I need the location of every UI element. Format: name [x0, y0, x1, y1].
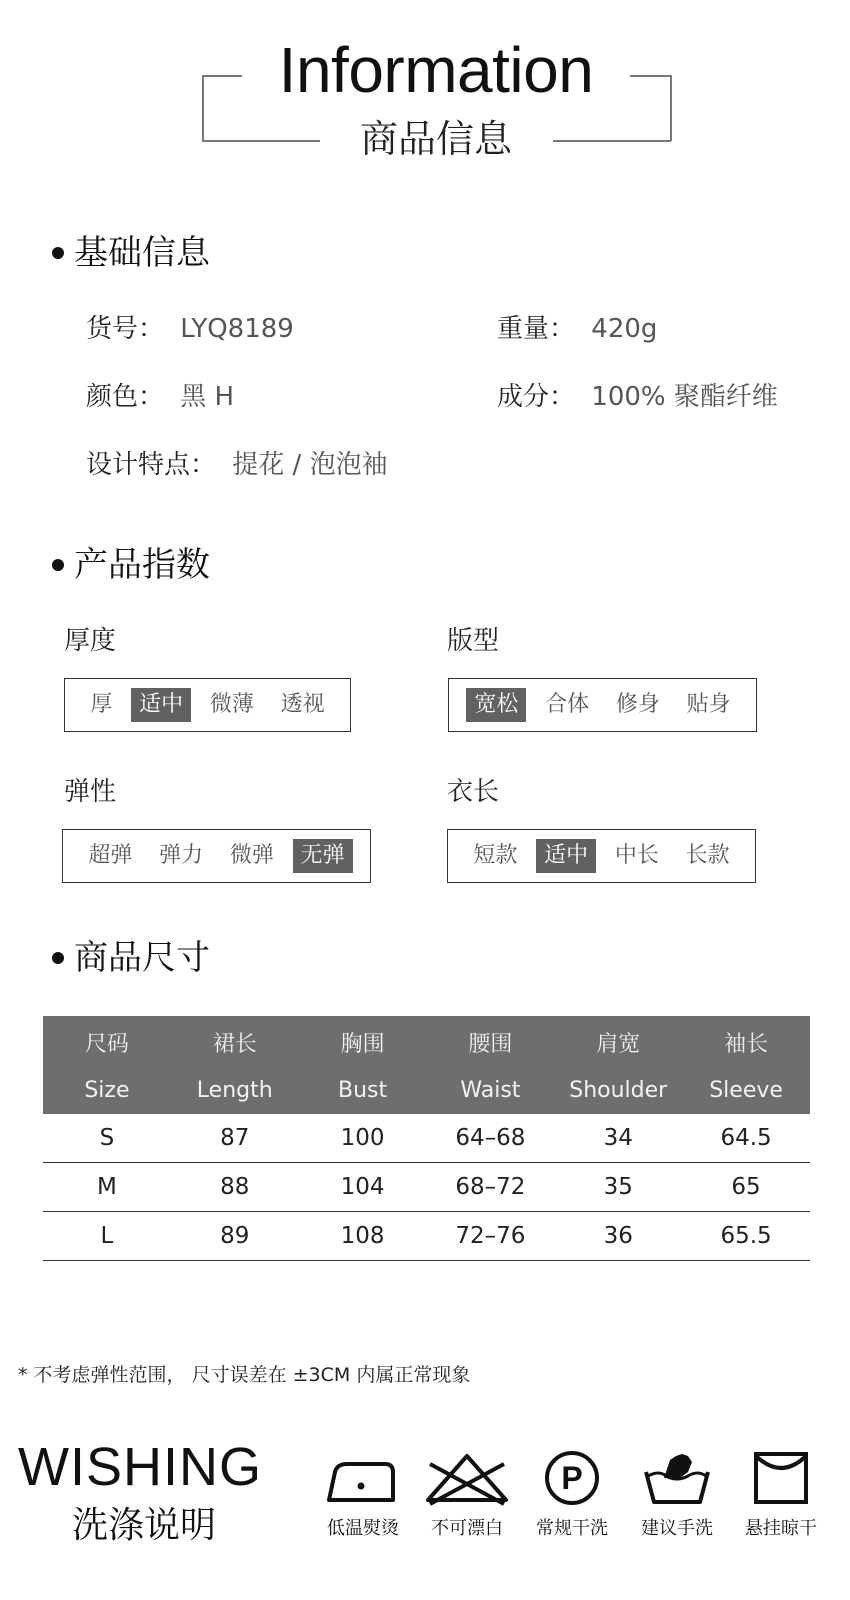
index-label-length: 衣长 — [447, 777, 500, 807]
index-label-fit: 版型 — [447, 626, 500, 656]
index-label-thickness: 厚度 — [64, 626, 117, 656]
column-header-en: Sleeve — [709, 1078, 783, 1103]
wash-item-bleach — [412, 1450, 522, 1540]
table-cell: L — [43, 1212, 171, 1261]
table-header-row — [43, 1016, 810, 1114]
option-fit[interactable]: 修身 — [615, 691, 660, 717]
column-header-cn: 腰围 — [468, 1032, 513, 1057]
index-label-elasticity: 弹性 — [64, 777, 117, 807]
column-header-en: Length — [196, 1078, 273, 1103]
wash-item-iron — [308, 1450, 418, 1540]
table-cell: 87 — [171, 1114, 299, 1163]
section-heading: 产品指数 — [74, 545, 210, 585]
page-subtitle: 商品信息 — [359, 117, 512, 161]
column-header — [554, 1016, 682, 1114]
info-item-no — [86, 316, 294, 342]
wash-label: 常规干洗 — [536, 1518, 608, 1539]
washing-title: WISHING — [18, 1437, 262, 1497]
section-basic-info — [52, 233, 210, 273]
wash-label: 低温熨烫 — [327, 1518, 399, 1539]
info-value: 黑 H — [180, 382, 235, 412]
info-label: 颜色： — [86, 382, 165, 412]
svg-text:P: P — [561, 1460, 583, 1496]
hang-dry-icon — [751, 1450, 811, 1506]
info-label: 设计特点： — [86, 450, 217, 480]
column-header — [171, 1016, 299, 1114]
column-header-cn: 胸围 — [340, 1032, 385, 1057]
column-header-cn: 裙长 — [212, 1032, 257, 1057]
bullet-icon — [52, 559, 64, 571]
option-fit[interactable]: 贴身 — [686, 691, 731, 717]
table-cell: 34 — [554, 1114, 682, 1163]
column-header-cn: 肩宽 — [596, 1032, 641, 1057]
table-cell: 35 — [554, 1163, 682, 1212]
section-product-index — [52, 545, 210, 585]
column-header-en: Size — [84, 1078, 130, 1103]
info-value: 420g — [591, 314, 658, 344]
info-value: 提花 / 泡泡袖 — [232, 450, 388, 480]
size-note: * 不考虑弹性范围， 尺寸误差在 ±3CM 内属正常现象 — [18, 1364, 471, 1386]
table-cell: 72–76 — [426, 1212, 554, 1261]
info-value: 100% 聚酯纤维 — [591, 382, 778, 412]
info-label: 成分： — [497, 382, 576, 412]
index-length-options — [447, 829, 756, 883]
column-header — [299, 1016, 427, 1114]
info-value: LYQ8189 — [180, 314, 294, 344]
wash-label: 不可漂白 — [431, 1518, 503, 1539]
table-cell: 89 — [171, 1212, 299, 1261]
wash-item-hangdry — [726, 1450, 836, 1540]
index-thickness-options — [64, 678, 351, 732]
size-table — [43, 1016, 810, 1261]
info-color — [86, 384, 234, 410]
column-header-cn: 袖长 — [724, 1032, 769, 1057]
index-fit-options — [448, 678, 757, 732]
option-length[interactable]: 长款 — [685, 842, 730, 868]
column-header-en: Bust — [338, 1078, 388, 1103]
column-header — [682, 1016, 810, 1114]
column-header-cn: 尺码 — [84, 1032, 129, 1057]
option-thickness[interactable]: 适中 — [131, 688, 191, 722]
option-length[interactable]: 中长 — [614, 842, 659, 868]
table-row — [43, 1163, 810, 1212]
option-elasticity[interactable]: 超弹 — [88, 842, 133, 868]
no-bleach-icon — [422, 1450, 512, 1506]
option-elasticity[interactable]: 无弹 — [293, 839, 353, 873]
option-thickness[interactable]: 厚 — [90, 691, 113, 717]
info-design — [86, 452, 388, 478]
washing-subtitle: 洗涤说明 — [72, 1505, 217, 1546]
table-cell: 68–72 — [426, 1163, 554, 1212]
table-cell: 88 — [171, 1163, 299, 1212]
option-fit[interactable]: 合体 — [545, 691, 590, 717]
wash-label: 建议手洗 — [641, 1518, 713, 1539]
table-cell: 64.5 — [682, 1114, 810, 1163]
info-weight — [497, 316, 657, 342]
dry-clean-p-icon — [540, 1450, 604, 1506]
section-size — [52, 938, 210, 978]
table-cell: 108 — [299, 1212, 427, 1261]
table-row — [43, 1212, 810, 1261]
iron-low-temp-icon — [323, 1450, 403, 1506]
hand-wash-icon — [642, 1450, 712, 1506]
info-label: 重量： — [497, 314, 576, 344]
bullet-icon — [52, 247, 64, 259]
index-elasticity-options — [62, 829, 371, 883]
info-label: 货号： — [86, 314, 165, 344]
option-length[interactable]: 短款 — [473, 842, 518, 868]
table-cell: 64–68 — [426, 1114, 554, 1163]
table-cell: 65 — [682, 1163, 810, 1212]
table-row — [43, 1114, 810, 1163]
table-cell: 100 — [299, 1114, 427, 1163]
info-composition — [497, 384, 778, 410]
option-fit[interactable]: 宽松 — [466, 688, 526, 722]
wash-label: 悬挂晾干 — [745, 1518, 817, 1539]
column-header — [426, 1016, 554, 1114]
option-elasticity[interactable]: 微弹 — [229, 842, 274, 868]
section-heading: 商品尺寸 — [74, 938, 210, 978]
option-length[interactable]: 适中 — [536, 839, 596, 873]
table-cell: 65.5 — [682, 1212, 810, 1261]
bullet-icon — [52, 952, 64, 964]
column-header-en: Waist — [460, 1078, 521, 1103]
option-elasticity[interactable]: 弹力 — [159, 842, 204, 868]
wash-item-handwash — [622, 1450, 732, 1540]
section-heading: 基础信息 — [74, 233, 210, 273]
table-cell: 104 — [299, 1163, 427, 1212]
column-header — [43, 1016, 171, 1114]
table-cell: M — [43, 1163, 171, 1212]
option-thickness[interactable]: 透视 — [280, 691, 325, 717]
option-thickness[interactable]: 微薄 — [209, 691, 254, 717]
page-title: Information — [278, 34, 594, 106]
wash-item-dryclean — [517, 1450, 627, 1540]
table-cell: 36 — [554, 1212, 682, 1261]
table-cell: S — [43, 1114, 171, 1163]
column-header-en: Shoulder — [569, 1078, 668, 1103]
